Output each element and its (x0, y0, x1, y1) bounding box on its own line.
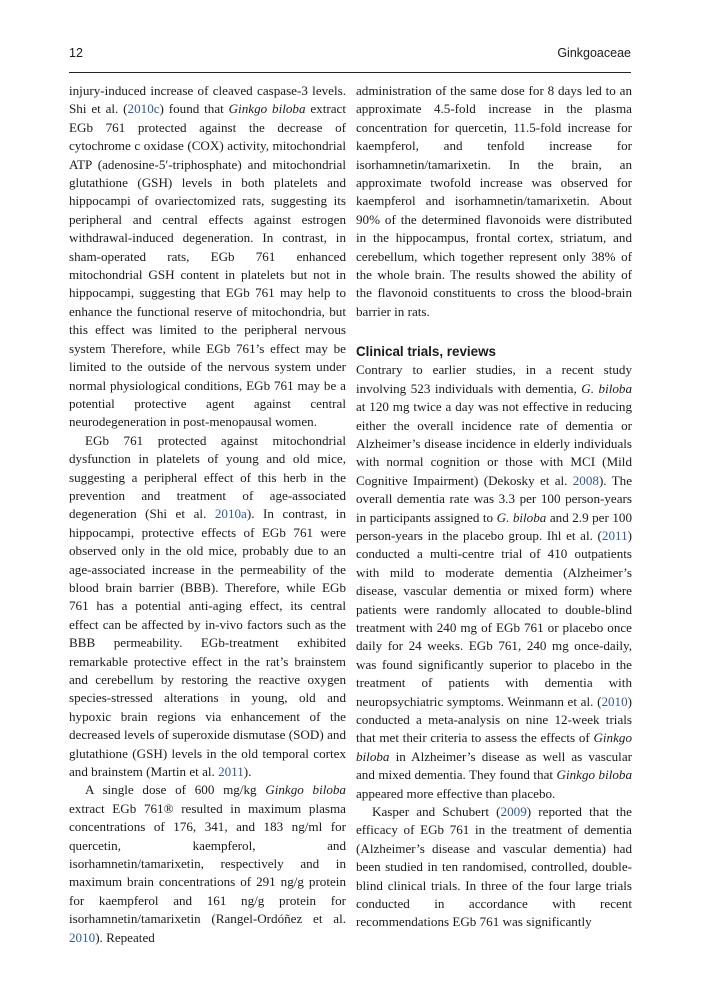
right-column (356, 82, 632, 932)
section-heading: Clinical trials, reviews (356, 344, 496, 360)
paragraph: A single dose of 600 mg/kg Ginkgo biloba extract EGb 761® resulted in maximum plasma concentrations of 176, 341, and 183 ng/ml for quercetin, kaempferol, and isorhamnetin/tamarixetin, respectively and in maximum brain concentrations of 291 ng/g protein for kaempferol and 161 ng/g protein for isorhamnetin/tamarixetin (Rangel-Ordóñez et al. 2010). Repeated (69, 782, 346, 945)
citation-link[interactable]: 2010c (127, 101, 160, 117)
paragraph: administration of the same dose for 8 days led to an approximate 4.5-fold increase in the plasma concentration for quercetin, 11.5-fold increase for kaempferol, and tenfold increase for isorhamnetin/tamarixetin. In the brain, an approximate twofold increase was observed for kaempferol and isorhamnetin/tamarixetin. About 90% of the determined flavonoids were distributed in the hippocampus, frontal cortex, striatum, and cerebellum, which together represent only 38% of the whole brain. The results showed the ability of the flavonoid constituents to cross the blood-brain barrier in rats. (356, 83, 632, 319)
paragraph: Kasper and Schubert (2009) reported that the efficacy of EGb 761 in the treatment of dementia (Alzheimer’s disease and vascular dementia) had been studied in ten randomised, controlled, double-blind clinical trials. In three of the four large trials conducted in accordance with recent recommendations EGb 761 was significantly (356, 804, 632, 930)
citation-link[interactable]: 2009 (500, 804, 527, 820)
page-number: 12 (69, 46, 83, 60)
left-column (69, 82, 346, 947)
paragraph: EGb 761 protected against mitochondrial dysfunction in platelets of young and old mice, suggesting a peripheral effect of this herb in the prevention and treatment of age-associated degeneration (Shi et al. 2010a). In contrast, in hippocampi, protective effects of EGb 761 were observed only in the old mice, probably due to an age-associated increase in the permeability of the blood brain barrier (BBB). Therefore, while EGb 761 has a potential anti-aging effect, its central effect can be affected by in-vivo factors such as the BBB permeability. EGb-treatment exhibited remarkable protective effect in the rat’s brainstem and cerebellum by restoring the reactive oxygen species-stressed alterations in young, old and hypoxic brain regions via enhancement of the decreased levels of superoxide dismutase (SOD) and glutathione (GSH) levels in the old temporal cortex and brainstem (Martin et al. 2011). (69, 432, 346, 780)
citation-link[interactable]: 2011 (218, 764, 244, 780)
citation-link[interactable]: 2010 (601, 693, 628, 709)
citation-link[interactable]: 2008 (572, 472, 599, 488)
citation-link[interactable]: 2010 (69, 929, 96, 945)
paragraph: injury-induced increase of cleaved caspase-3 levels. Shi et al. (2010c) found that Ginkgo biloba extract EGb 761 protected against the decrease of cytochrome c oxidase (COX) activity, mitochondrial ATP (adenosine-5′-triphosphate) and mitochondrial glutathione (GSH) levels in both platelets and hippocampi of ovariectomized rats, suggesting its peripheral and central effects against estrogen withdrawal-induced degeneration. In contrast, in sham-operated rats, EGb 761 enhanced mitochondrial GSH content in platelets but not in hippocampi, suggesting that EGb 761 may help to enhance the functional reserve of mitochondria, but this effect was limited to the peripheral nervous system Therefore, while EGb 761’s effect may be limited to the outside of the nervous system under normal physiological conditions, EGb 761 may be a potential protective agent against central neurodegeneration in post-menopausal women. (69, 83, 346, 430)
citation-link[interactable]: 2010a (214, 506, 247, 522)
page-header (69, 46, 631, 68)
running-head: Ginkgoaceae (557, 46, 631, 60)
paragraph: Contrary to earlier studies, in a recent study involving 523 individuals with dementia, G. biloba at 120 mg twice a day was not effective in reducing either the overall incidence rate of dementia or Alzheimer’s disease incidence in elderly individuals with normal cognition or those with MCI (Mild Cognitive Impairment) (Dekosky et al. 2008). The overall dementia rate was 3.3 per 100 person-years in participants assigned to G. biloba and 2.9 per 100 person-years in the placebo group. Ihl et al. (2011) conducted a multi-centre trial of 410 outpatients with mild to moderate dementia (Alzheimer’s disease, vascular dementia or mixed form) where patients were randomly allocated to double-blind treatment with 240 mg of EGb 761 or placebo once daily for 24 weeks. EGb 761, 240 mg once-daily, was found significantly superior to placebo in the treatment of patients with dementia with neuropsychiatric symptoms. Weinmann et al. (2010) conducted a meta-analysis on nine 12-week trials that met their criteria to assess the effects of Ginkgo biloba in Alzheimer’s disease as well as vascular and mixed dementia. They found that Ginkgo biloba appeared more effective than placebo. (356, 362, 633, 801)
header-rule (69, 72, 631, 73)
citation-link[interactable]: 2011 (601, 527, 628, 543)
